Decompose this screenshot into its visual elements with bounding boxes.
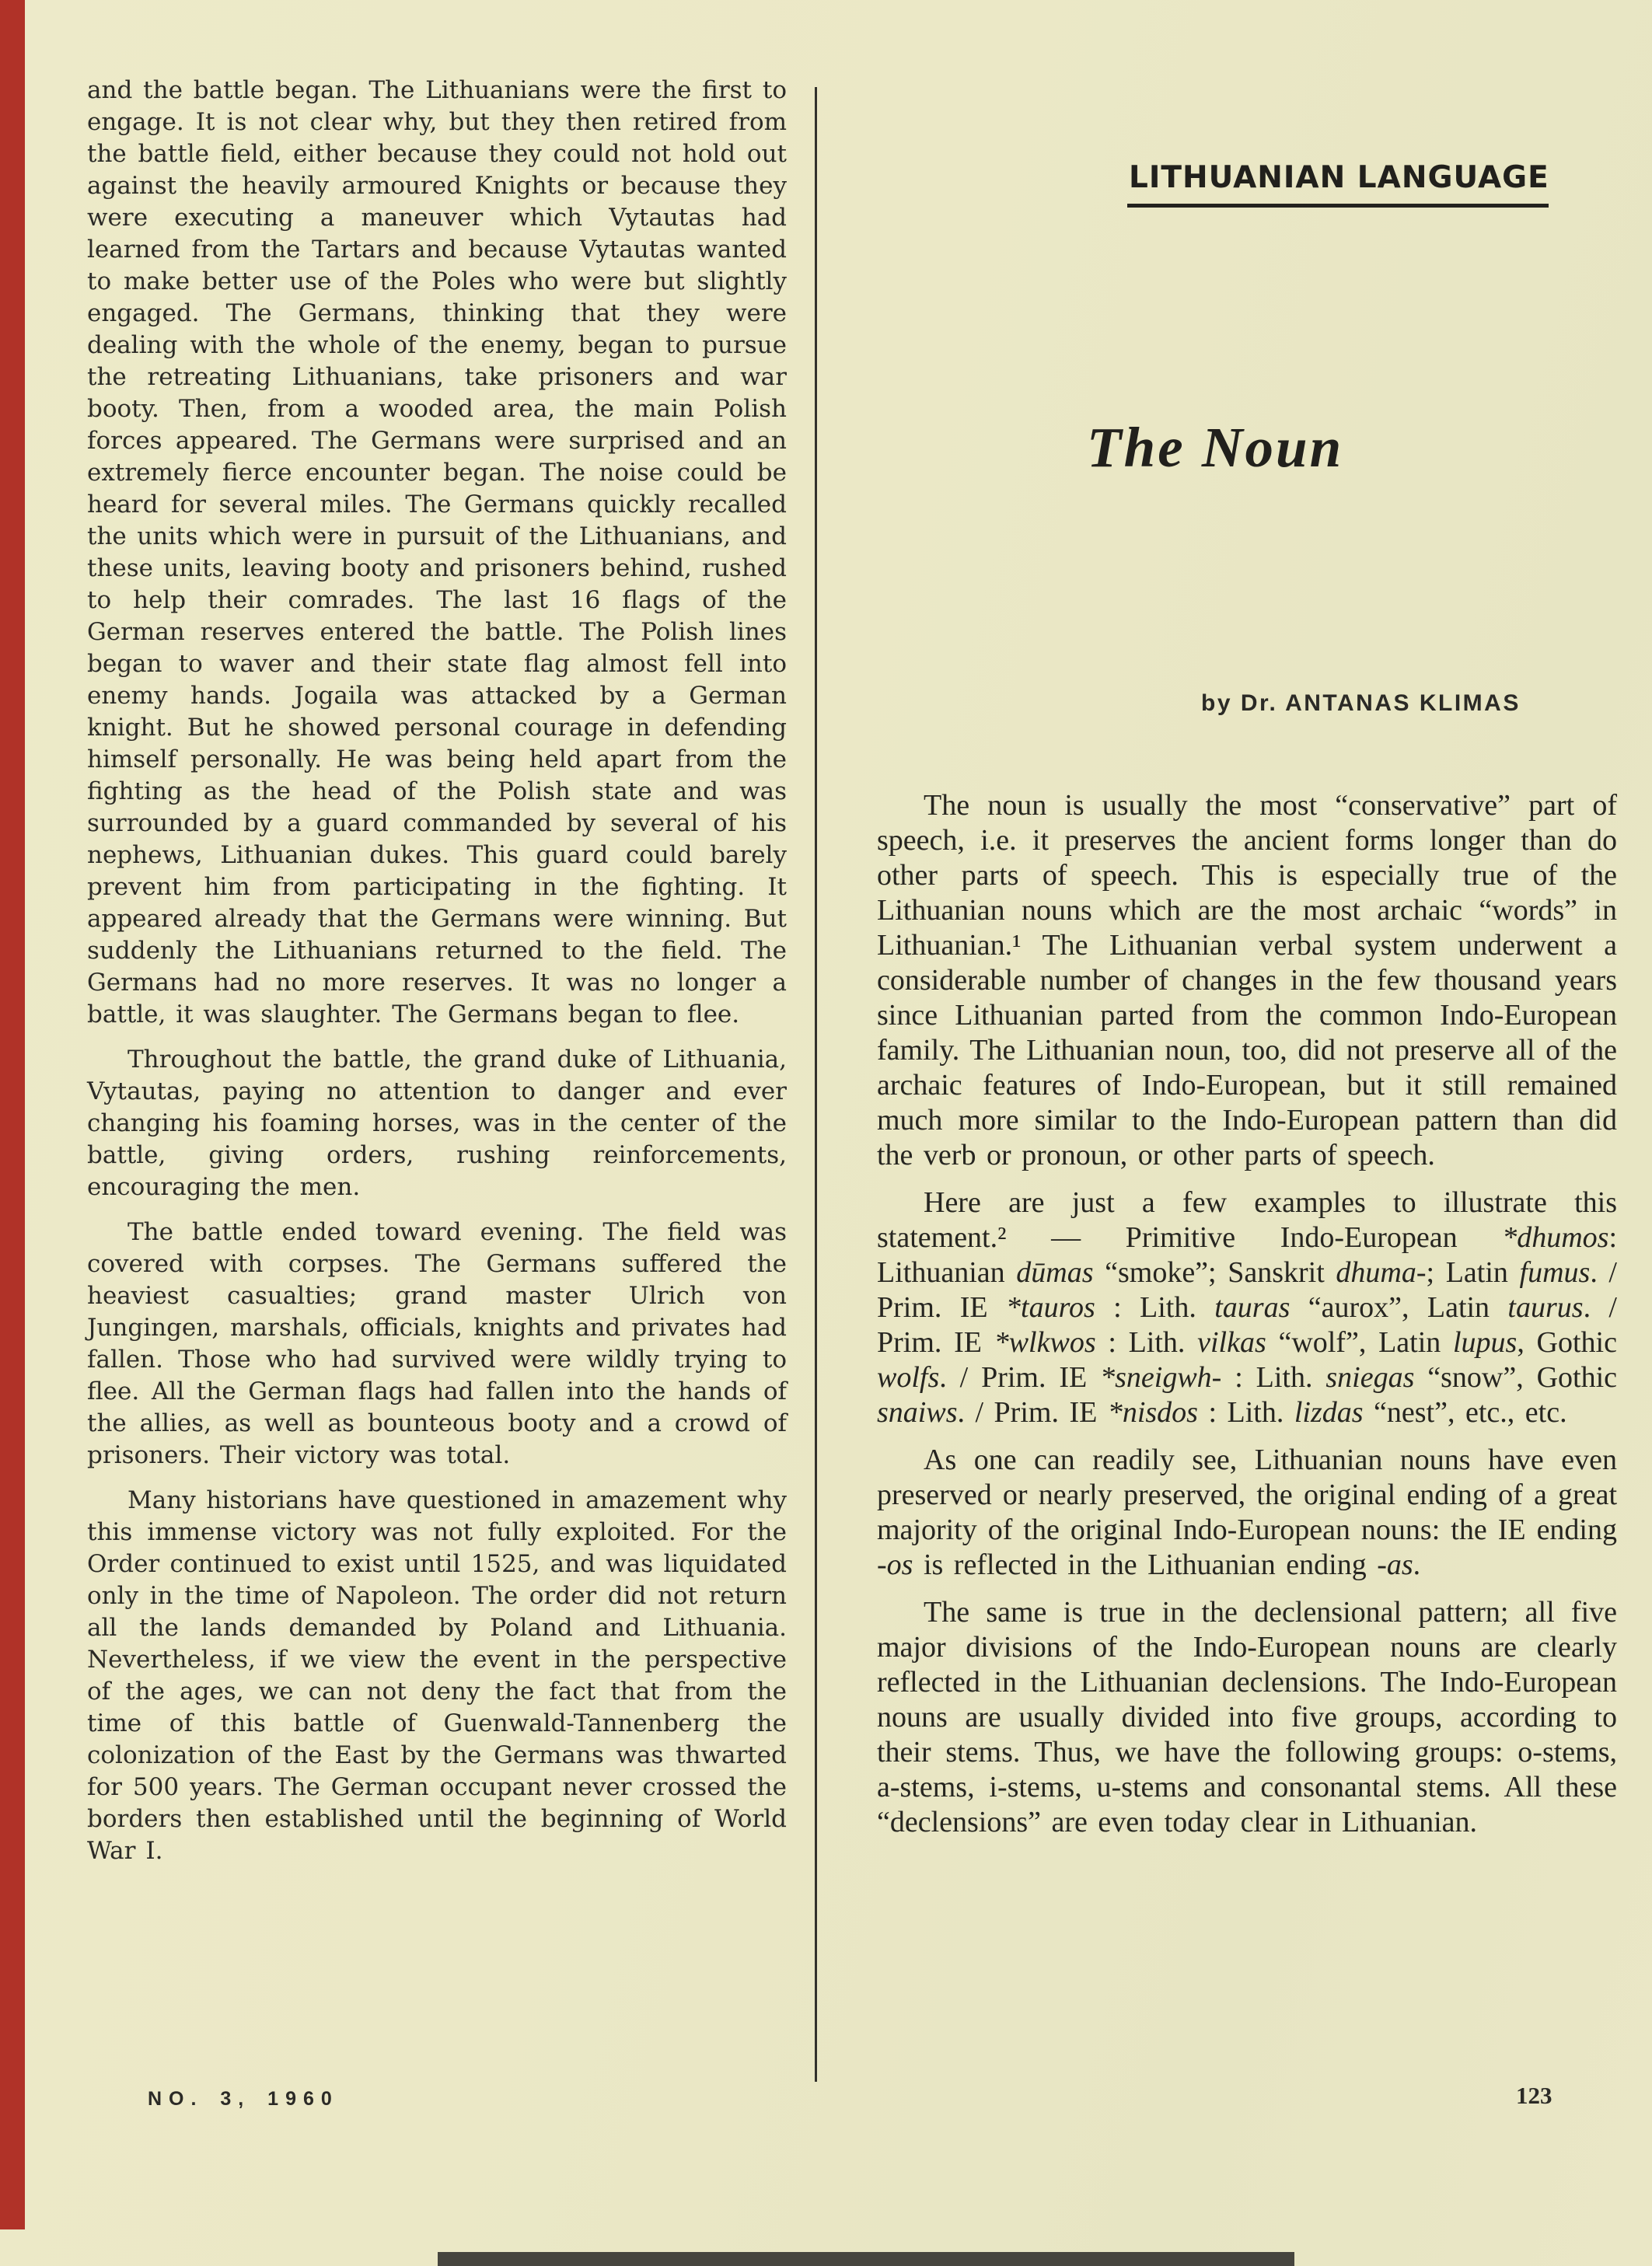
article-title: The Noun bbox=[1087, 416, 1344, 479]
section-header: LITHUANIAN LANGUAGE bbox=[1129, 160, 1549, 195]
page-number: 123 bbox=[1516, 2082, 1552, 2109]
section-header-underline bbox=[1127, 204, 1549, 208]
left-column bbox=[87, 75, 787, 1880]
column-divider bbox=[815, 87, 817, 2082]
byline: by Dr. ANTANAS KLIMAS bbox=[1201, 690, 1521, 716]
body-paragraph: Many historians have questioned in amazement why this immense victory was not fully exploited. For the Order continued to exist until 1525, and was liquidated only in the time of Napoleon. The order did not return all the lands demanded by Poland and Lithuania. Nevertheless, if we view the event in the perspective of the ages, we can not deny the fact that from the time of this battle of Guenwald-Tannenberg the colonization of the East by the Germans was thwarted for 500 years. The German occupant never crossed the borders then established until the beginning of World War I. bbox=[87, 1486, 787, 1865]
body-paragraph: Throughout the battle, the grand duke of Lithuania, Vytautas, paying no attention to danger and ever changing his foaming horses, was in the center of the battle, giving orders, rushing reinforcements, encouraging the men. bbox=[87, 1046, 787, 1201]
body-paragraph: The same is true in the declensional pattern; all five major divisions of the Indo-European nouns are clearly reflected in the Lithuanian declensions. The Indo-European nouns are usually divided into five groups, according to their stems. Thus, we have the following groups: o-stems, a-stems, i-stems, u-stems and consonantal stems. All these “declensions” are even today clear in Lithuanian. bbox=[877, 1596, 1617, 1838]
right-column bbox=[877, 788, 1617, 1852]
page-edge-strip bbox=[0, 0, 25, 2229]
body-paragraph: As one can readily see, Lithuanian nouns have even preserved or nearly preserved, the original ending of a great majority of the original Indo-European nouns: the IE ending -os is reflected in the Lithuanian ending -as. bbox=[877, 1444, 1617, 1581]
body-paragraph: The noun is usually the most “conservative” part of speech, i.e. it preserves the ancient forms longer than do other parts of speech. This is especially true of the Lithuanian nouns which are the most archaic “words” in Lithuanian.¹ The Lithuanian verbal system underwent a considerable number of changes in the few thousand years since Lithuanian parted from the common Indo-European family. The Lithuanian noun, too, did not preserve all of the archaic features of Indo-European, but it still remained much more similar to the Indo-European pattern than did the verb or pronoun, or other parts of speech. bbox=[877, 789, 1617, 1171]
body-paragraph: and the battle began. The Lithuanians were the first to engage. It is not clear why, but they then retired from the battle field, either because they could not hold out against the heavily armoured Knights or because they were executing a maneuver which Vytautas had learned from the Tartars and because Vytautas wanted to make better use of the Poles who were but slightly engaged. The Germans, thinking that they were dealing with the whole of the enemy, began to pursue the retreating Lithuanians, take prisoners and war booty. Then, from a wooded area, the main Polish forces appeared. The Germans were surprised and an extremely fierce encounter began. The noise could be heard for several miles. The Germans quickly recalled the units which were in pursuit of the Lithuanians, and these units, leaving booty and prisoners behind, rushed to help their comrades. The last 16 flags of the German reserves entered the battle. The Polish lines began to waver and their state flag almost fell into enemy hands. Jogaila was attacked by a German knight. But he showed personal courage in defending himself personally. He was being held apart from the fighting as the head of the Polish state and was surrounded by a guard commanded by several of his nephews, Lithuanian dukes. This guard could barely prevent him from participating in the fighting. It appeared already that the Germans were winning. But suddenly the Lithuanians returned to the field. The Germans had no more reserves. It was no longer a battle, it was slaughter. The Germans began to flee. bbox=[87, 76, 787, 1028]
bottom-scan-bar bbox=[438, 2252, 1294, 2266]
body-paragraph: The battle ended toward evening. The field was covered with corpses. The Germans suffered the heaviest casualties; grand master Ulrich von Jungingen, marshals, officials, knights and privates had fallen. Those who had survived were wildly trying to flee. All the German flags had fallen into the hands of the allies, as well as bounteous booty and a crowd of prisoners. Their victory was total. bbox=[87, 1218, 787, 1469]
body-paragraph: Here are just a few examples to illustrate this statement.² — Primitive Indo-European *dhumos: Lithuanian dūmas “smoke”; Sanskrit dhuma-; Latin fumus. / Prim. IE *tauros : Lith. tauras “aurox”, Latin taurus. / Prim. IE *wlkwos : Lith. vilkas “wolf”, Latin lupus, Gothic wolfs. / Prim. IE *sneigwh- : Lith. sniegas “snow”, Gothic snaiws. / Prim. IE *nisdos : Lith. lizdas “nest”, etc., etc. bbox=[877, 1186, 1618, 1429]
issue-footer: NO. 3, 1960 bbox=[148, 2088, 339, 2110]
